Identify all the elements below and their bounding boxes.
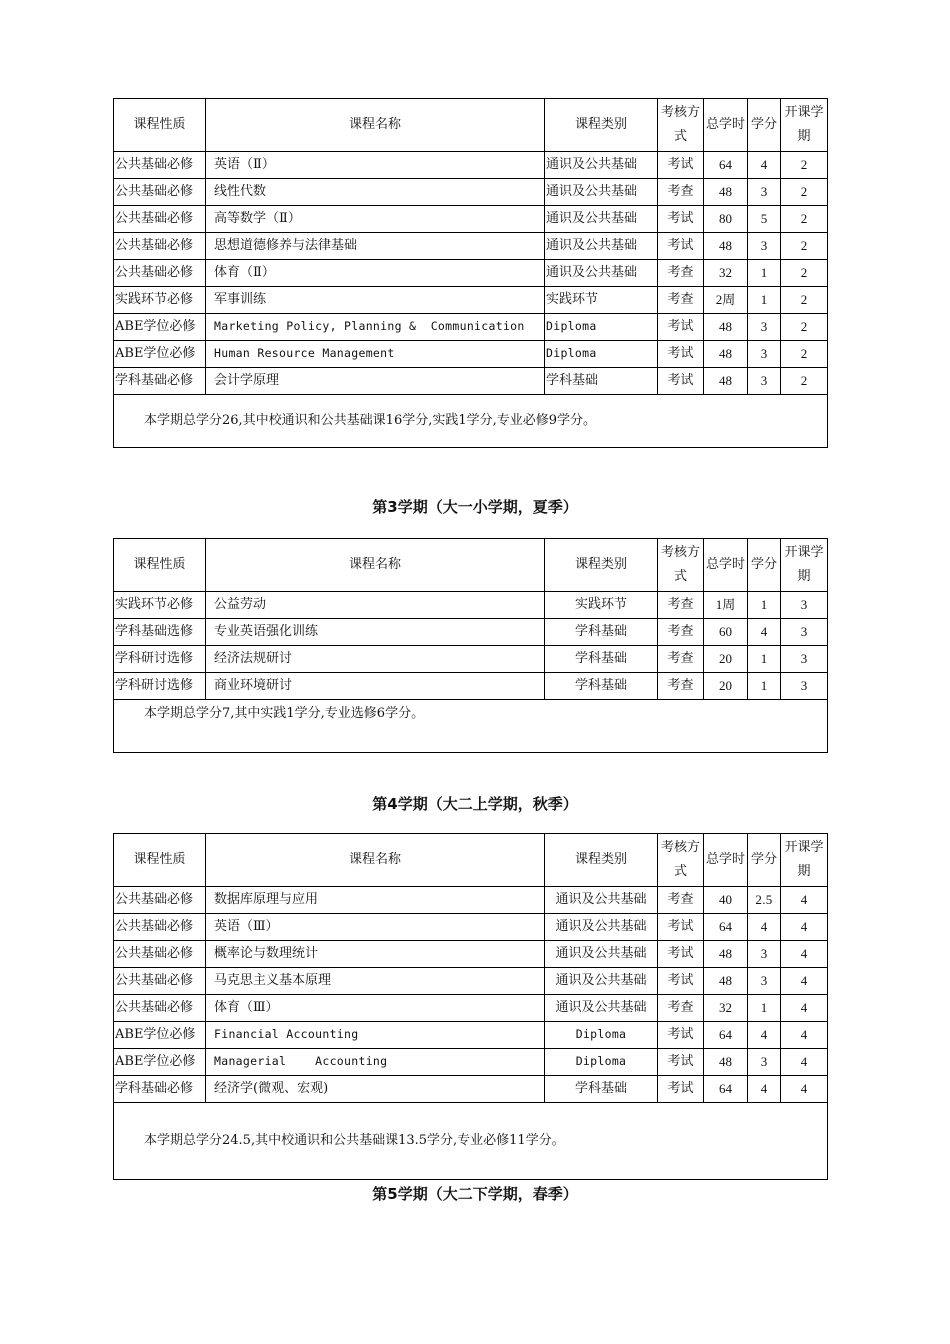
course-name: 体育（Ⅱ） [206, 260, 545, 287]
table-row [114, 341, 828, 368]
course-name: 军事训练 [206, 287, 545, 314]
credits: 3 [748, 941, 781, 968]
exam-type: 考查 [658, 287, 704, 314]
header-term: 开课学期 [781, 834, 828, 887]
course-nature: ABE学位必修 [114, 1049, 206, 1076]
course-nature: 学科研讨选修 [114, 646, 206, 673]
total-hours: 64 [704, 1022, 748, 1049]
course-nature: 公共基础必修 [114, 260, 206, 287]
term: 4 [781, 995, 828, 1022]
credits: 1 [748, 287, 781, 314]
exam-type: 考试 [658, 1022, 704, 1049]
total-hours: 48 [704, 368, 748, 395]
total-hours: 48 [704, 1049, 748, 1076]
total-hours: 1周 [704, 592, 748, 619]
course-nature: 公共基础必修 [114, 887, 206, 914]
header-term: 开课学期 [781, 539, 828, 592]
course-name: 马克思主义基本原理 [206, 968, 545, 995]
total-hours: 80 [704, 206, 748, 233]
course-category: 通识及公共基础 [545, 887, 658, 914]
course-nature: ABE学位必修 [114, 314, 206, 341]
summary-row [114, 700, 828, 753]
exam-type: 考查 [658, 592, 704, 619]
exam-type: 考试 [658, 152, 704, 179]
term: 4 [781, 1022, 828, 1049]
course-category: 通识及公共基础 [545, 968, 658, 995]
course-name: Managerial Accounting [206, 1049, 545, 1076]
course-name: 英语（Ⅱ） [206, 152, 545, 179]
course-name: 经济学(微观、宏观) [206, 1076, 545, 1103]
table-row [114, 941, 828, 968]
header-nature: 课程性质 [114, 539, 206, 592]
term: 4 [781, 1049, 828, 1076]
course-name: Marketing Policy, Planning & Communication [206, 314, 545, 341]
table-row [114, 1022, 828, 1049]
course-name: 会计学原理 [206, 368, 545, 395]
term: 4 [781, 914, 828, 941]
header-term: 开课学期 [781, 99, 828, 152]
table-row [114, 914, 828, 941]
exam-type: 考试 [658, 206, 704, 233]
course-nature: 公共基础必修 [114, 941, 206, 968]
course-category: 学科基础 [545, 673, 658, 700]
course-category: 通识及公共基础 [545, 233, 658, 260]
semester3-title: 第3学期（大一小学期，夏季） [372, 498, 578, 516]
course-category: Diploma [545, 314, 658, 341]
header-nature: 课程性质 [114, 834, 206, 887]
exam-type: 考查 [658, 619, 704, 646]
term: 3 [781, 619, 828, 646]
term: 2 [781, 287, 828, 314]
course-nature: 公共基础必修 [114, 995, 206, 1022]
term: 2 [781, 314, 828, 341]
course-name: 高等数学（Ⅱ） [206, 206, 545, 233]
total-hours: 48 [704, 968, 748, 995]
course-nature: 学科基础必修 [114, 368, 206, 395]
term: 2 [781, 368, 828, 395]
semester4-title: 第4学期（大二上学期，秋季） [372, 795, 578, 813]
exam-type: 考查 [658, 646, 704, 673]
summary-row [114, 395, 828, 448]
total-hours: 64 [704, 914, 748, 941]
header-category: 课程类别 [545, 99, 658, 152]
course-nature: ABE学位必修 [114, 1022, 206, 1049]
summary-row [114, 1103, 828, 1180]
course-nature: 公共基础必修 [114, 179, 206, 206]
course-category: Diploma [545, 341, 658, 368]
credits: 1 [748, 673, 781, 700]
total-hours: 48 [704, 179, 748, 206]
credits: 3 [748, 341, 781, 368]
exam-type: 考试 [658, 914, 704, 941]
exam-type: 考试 [658, 1049, 704, 1076]
header-name: 课程名称 [206, 834, 545, 887]
credits: 4 [748, 1076, 781, 1103]
exam-type: 考试 [658, 314, 704, 341]
course-nature: 学科研讨选修 [114, 673, 206, 700]
semester4-body [114, 834, 828, 1180]
total-hours: 20 [704, 673, 748, 700]
total-hours: 48 [704, 941, 748, 968]
total-hours: 40 [704, 887, 748, 914]
total-hours: 20 [704, 646, 748, 673]
total-hours: 48 [704, 314, 748, 341]
table-row [114, 887, 828, 914]
credits: 3 [748, 314, 781, 341]
header-category: 课程类别 [545, 539, 658, 592]
course-name: 经济法规研讨 [206, 646, 545, 673]
credits: 5 [748, 206, 781, 233]
exam-type: 考试 [658, 941, 704, 968]
credits: 3 [748, 179, 781, 206]
course-name: 公益劳动 [206, 592, 545, 619]
credits: 1 [748, 995, 781, 1022]
exam-type: 考试 [658, 233, 704, 260]
course-category: 学科基础 [545, 1076, 658, 1103]
term: 4 [781, 968, 828, 995]
exam-type: 考查 [658, 260, 704, 287]
course-nature: 学科基础选修 [114, 619, 206, 646]
course-nature: 公共基础必修 [114, 206, 206, 233]
total-hours: 32 [704, 995, 748, 1022]
term: 3 [781, 646, 828, 673]
total-hours: 2周 [704, 287, 748, 314]
course-category: 实践环节 [545, 592, 658, 619]
course-name: Financial Accounting [206, 1022, 545, 1049]
course-nature: 实践环节必修 [114, 287, 206, 314]
semester2-body [114, 99, 828, 448]
header-name: 课程名称 [206, 539, 545, 592]
course-category: 通识及公共基础 [545, 179, 658, 206]
table-row [114, 233, 828, 260]
term: 3 [781, 592, 828, 619]
course-name: 概率论与数理统计 [206, 941, 545, 968]
exam-type: 考查 [658, 179, 704, 206]
course-category: Diploma [545, 1022, 658, 1049]
credits: 1 [748, 260, 781, 287]
exam-type: 考试 [658, 368, 704, 395]
course-category: 学科基础 [545, 646, 658, 673]
term: 2 [781, 179, 828, 206]
exam-type: 考查 [658, 887, 704, 914]
term: 2 [781, 260, 828, 287]
header-hours: 总学时 [704, 834, 748, 887]
course-name: 商业环境研讨 [206, 673, 545, 700]
semester-summary: 本学期总学分24.5,其中校通识和公共基础课13.5学分,专业必修11学分。 [114, 1103, 828, 1180]
credits: 4 [748, 1022, 781, 1049]
header-row [114, 834, 828, 887]
semester4-table [113, 833, 828, 1180]
header-exam: 考核方式 [658, 539, 704, 592]
course-category: 通识及公共基础 [545, 260, 658, 287]
table-row [114, 368, 828, 395]
credits: 3 [748, 1049, 781, 1076]
credits: 1 [748, 646, 781, 673]
credits: 1 [748, 592, 781, 619]
credits: 3 [748, 968, 781, 995]
total-hours: 32 [704, 260, 748, 287]
course-category: 通识及公共基础 [545, 206, 658, 233]
term: 2 [781, 233, 828, 260]
term: 3 [781, 673, 828, 700]
header-category: 课程类别 [545, 834, 658, 887]
header-name: 课程名称 [206, 99, 545, 152]
course-nature: 公共基础必修 [114, 914, 206, 941]
exam-type: 考试 [658, 968, 704, 995]
credits: 3 [748, 233, 781, 260]
term: 4 [781, 941, 828, 968]
course-nature: 公共基础必修 [114, 968, 206, 995]
total-hours: 48 [704, 233, 748, 260]
course-category: 学科基础 [545, 619, 658, 646]
header-exam: 考核方式 [658, 99, 704, 152]
semester-summary: 本学期总学分7,其中实践1学分,专业选修6学分。 [114, 700, 828, 753]
exam-type: 考试 [658, 1076, 704, 1103]
course-category: 学科基础 [545, 368, 658, 395]
semester3-table [113, 538, 828, 753]
term: 4 [781, 887, 828, 914]
course-name: 体育（Ⅲ） [206, 995, 545, 1022]
table-row [114, 968, 828, 995]
term: 4 [781, 1076, 828, 1103]
header-row [114, 539, 828, 592]
course-name: 思想道德修养与法律基础 [206, 233, 545, 260]
table-row [114, 592, 828, 619]
table-row [114, 206, 828, 233]
semester5-title: 第5学期（大二下学期，春季） [372, 1185, 578, 1203]
exam-type: 考查 [658, 995, 704, 1022]
course-nature: 学科基础必修 [114, 1076, 206, 1103]
course-name: Human Resource Management [206, 341, 545, 368]
term: 2 [781, 152, 828, 179]
course-name: 英语（Ⅲ） [206, 914, 545, 941]
credits: 4 [748, 152, 781, 179]
course-category: 通识及公共基础 [545, 152, 658, 179]
table-row [114, 1076, 828, 1103]
credits: 2.5 [748, 887, 781, 914]
table-row [114, 152, 828, 179]
credits: 4 [748, 619, 781, 646]
course-name: 专业英语强化训练 [206, 619, 545, 646]
header-credit: 学分 [748, 834, 781, 887]
table-row [114, 673, 828, 700]
course-nature: 实践环节必修 [114, 592, 206, 619]
term: 2 [781, 341, 828, 368]
exam-type: 考查 [658, 673, 704, 700]
exam-type: 考试 [658, 341, 704, 368]
header-row [114, 99, 828, 152]
table-row [114, 995, 828, 1022]
semester-summary: 本学期总学分26,其中校通识和公共基础课16学分,实践1学分,专业必修9学分。 [114, 395, 828, 448]
total-hours: 48 [704, 341, 748, 368]
total-hours: 60 [704, 619, 748, 646]
header-hours: 总学时 [704, 99, 748, 152]
course-name: 数据库原理与应用 [206, 887, 545, 914]
credits: 4 [748, 914, 781, 941]
table-row [114, 287, 828, 314]
header-credit: 学分 [748, 99, 781, 152]
semester3-body [114, 539, 828, 753]
table-row [114, 646, 828, 673]
table-row [114, 260, 828, 287]
course-category: 实践环节 [545, 287, 658, 314]
course-category: 通识及公共基础 [545, 995, 658, 1022]
course-nature: 公共基础必修 [114, 233, 206, 260]
course-category: Diploma [545, 1049, 658, 1076]
course-nature: 公共基础必修 [114, 152, 206, 179]
header-nature: 课程性质 [114, 99, 206, 152]
semester2-table [113, 98, 828, 448]
table-row [114, 179, 828, 206]
course-category: 通识及公共基础 [545, 914, 658, 941]
table-row [114, 1049, 828, 1076]
table-row [114, 314, 828, 341]
course-nature: ABE学位必修 [114, 341, 206, 368]
header-hours: 总学时 [704, 539, 748, 592]
table-row [114, 619, 828, 646]
total-hours: 64 [704, 152, 748, 179]
course-category: 通识及公共基础 [545, 941, 658, 968]
credits: 3 [748, 368, 781, 395]
header-exam: 考核方式 [658, 834, 704, 887]
header-credit: 学分 [748, 539, 781, 592]
course-name: 线性代数 [206, 179, 545, 206]
term: 2 [781, 206, 828, 233]
total-hours: 64 [704, 1076, 748, 1103]
